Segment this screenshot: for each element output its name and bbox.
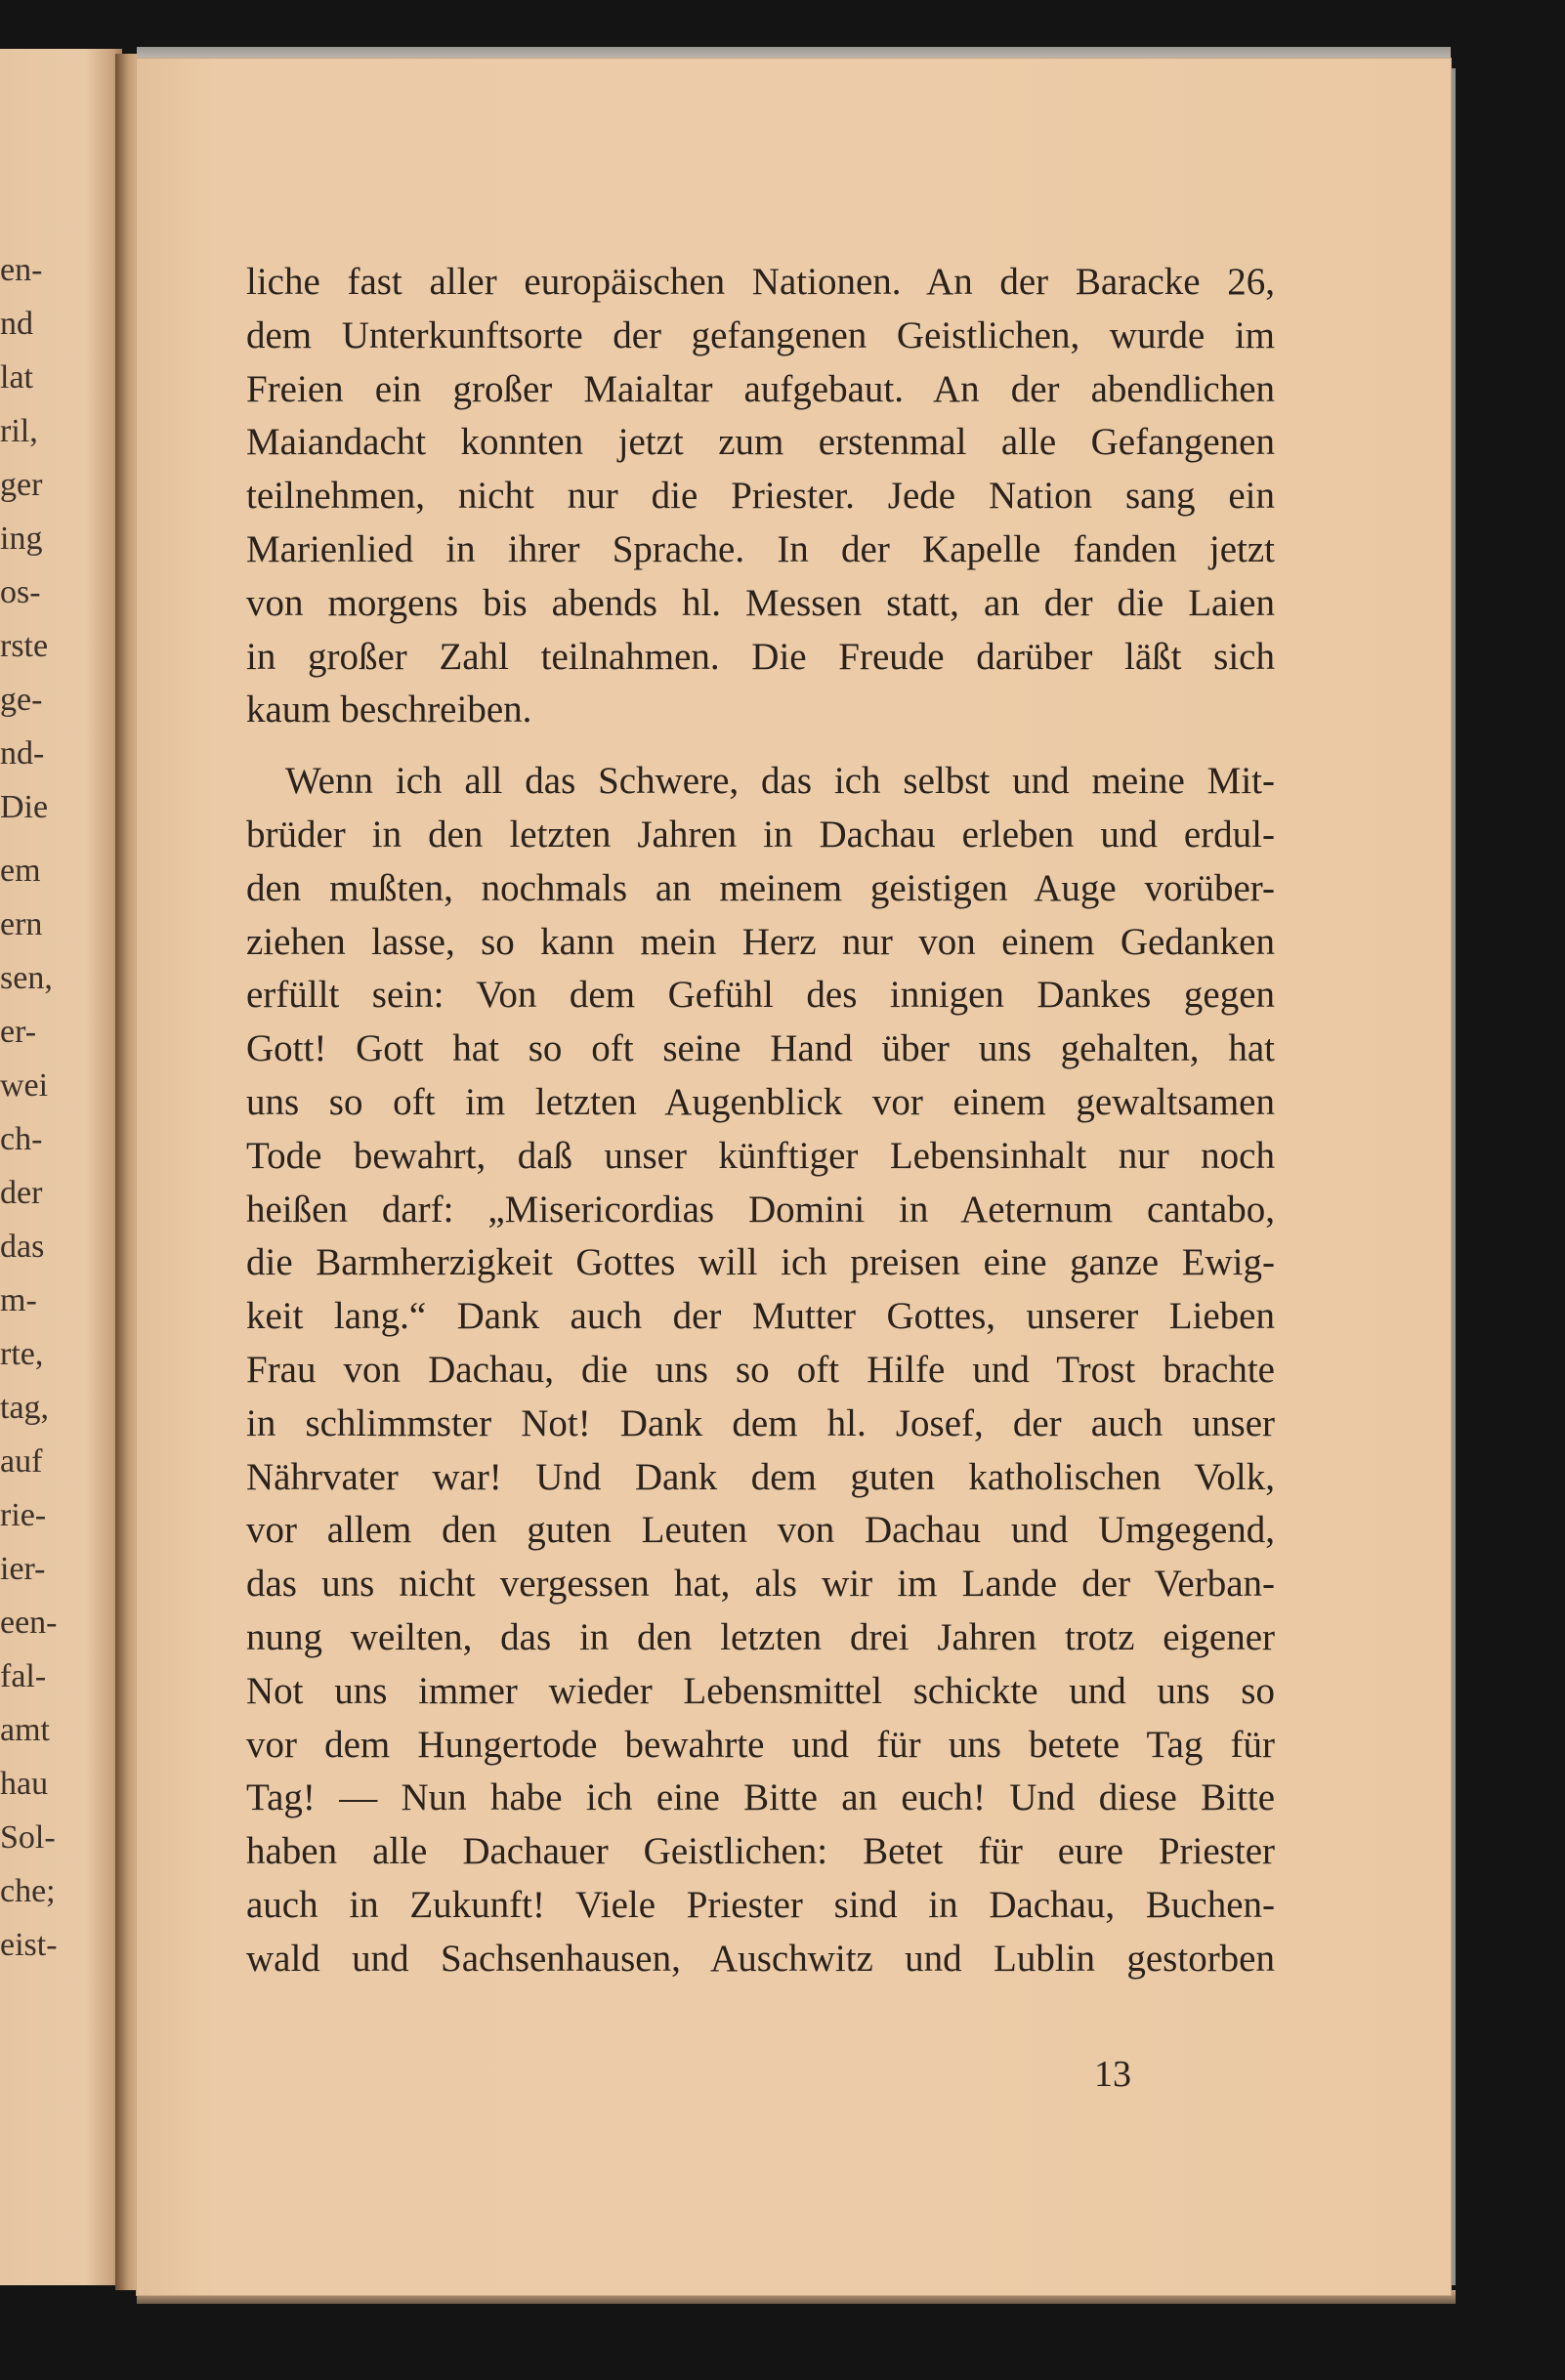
previous-page-fragment: een-	[0, 1605, 58, 1641]
body-text	[246, 256, 1275, 1986]
previous-page-fragment: sen,	[0, 960, 53, 996]
previous-page-fragment: ier-	[0, 1551, 46, 1587]
previous-page-fragment: ger	[0, 467, 43, 503]
previous-page-fragment: rste	[0, 628, 49, 664]
text-line: Gott! Gott hat so oft seine Hand über uns gehalten, hat	[246, 1027, 1275, 1070]
text-line: wald und Sachsenhausen, Auschwitz und Lublin gestorben	[246, 1937, 1275, 1980]
text-line: Frau von Dachau, die uns so oft Hilfe und Trost brachte	[246, 1348, 1275, 1391]
text-line: kaum beschreiben.	[246, 689, 532, 731]
text-line: haben alle Dachauer Geistlichen: Betet für eure Priester	[246, 1830, 1275, 1873]
text-line: Freien ein großer Maialtar aufgebaut. An der abendlichen	[246, 367, 1275, 410]
text-line: das uns nicht vergessen hat, als wir im Lande der Verban-	[246, 1563, 1275, 1606]
text-line: nung weilten, das in den letzten drei Jahren trotz eigener	[246, 1615, 1275, 1658]
previous-page-fragment: os-	[0, 574, 41, 610]
text-line: in großer Zahl teilnahmen. Die Freude darüber läßt sich	[246, 635, 1275, 678]
previous-page-fragment: rte,	[0, 1336, 44, 1372]
previous-page-fragment: ge-	[0, 682, 43, 718]
previous-page-fragment: eist-	[0, 1927, 58, 1963]
text-line: ziehen lasse, so kann mein Herz nur von einem Gedanken	[246, 920, 1275, 963]
previous-page-fragment: ril,	[0, 413, 38, 449]
previous-page-fragment: ch-	[0, 1121, 43, 1157]
text-line: vor allem den guten Leuten von Dachau und Umgegend,	[246, 1509, 1275, 1552]
text-line: Marienlied in ihrer Sprache. In der Kapelle fanden jetzt	[246, 527, 1275, 570]
previous-page-fragment: nd-	[0, 735, 45, 772]
text-line: keit lang.“ Dank auch der Mutter Gottes, unserer Lieben	[246, 1295, 1275, 1338]
previous-page-fragment: das	[0, 1229, 45, 1265]
previous-page-fragment: lat	[0, 359, 33, 396]
previous-page-fragment: fal-	[0, 1658, 47, 1694]
previous-page-fragment: em	[0, 853, 41, 889]
previous-page-fragment: en-	[0, 252, 43, 288]
previous-page-fragment: nd	[0, 306, 33, 342]
text-line: teilnehmen, nicht nur die Priester. Jede Nation sang ein	[246, 475, 1275, 518]
paragraph-2	[246, 755, 1275, 1985]
previous-page-fragment: der	[0, 1175, 43, 1211]
previous-page-fragment: Die	[0, 789, 49, 825]
previous-page-fragment: ing	[0, 521, 43, 557]
text-line: uns so oft im letzten Augenblick vor einem gewaltsamen	[246, 1080, 1275, 1123]
previous-page-fragment: che;	[0, 1873, 56, 1909]
text-line: liche fast aller europäischen Nationen. An der Baracke 26,	[246, 261, 1275, 303]
text-line: Not uns immer wieder Lebensmittel schickte und uns so	[246, 1669, 1275, 1712]
text-line: von morgens bis abends hl. Messen statt, an der die Laien	[246, 581, 1275, 624]
paragraph-1	[246, 256, 1275, 737]
paragraph-gap	[246, 737, 1275, 755]
previous-page-fragment: ern	[0, 906, 43, 942]
previous-page-fragment: amt	[0, 1712, 50, 1748]
previous-page-fragment: Sol-	[0, 1819, 56, 1856]
previous-page-fragment: hau	[0, 1766, 49, 1802]
text-line: den mußten, nochmals an meinem geistigen Auge vorüber-	[246, 866, 1275, 909]
text-line: in schlimmster Not! Dank dem hl. Josef, der auch unser	[246, 1401, 1275, 1444]
text-line: Maiandacht konnten jetzt zum erstenmal alle Gefangenen	[246, 421, 1275, 464]
previous-page	[0, 49, 122, 2285]
previous-page-fragment: wei	[0, 1067, 49, 1104]
previous-page-fragment: er-	[0, 1014, 37, 1050]
previous-page-fragment: auf	[0, 1443, 43, 1480]
text-line: vor dem Hungertode bewahrte und für uns betete Tag für	[246, 1723, 1275, 1766]
text-line: Nährvater war! Und Dank dem guten katholischen Volk,	[246, 1455, 1275, 1498]
text-line: die Barmherzigkeit Gottes will ich preisen eine ganze Ewig-	[246, 1241, 1275, 1284]
previous-page-fragment: rie-	[0, 1497, 47, 1533]
text-line: erfüllt sein: Von dem Gefühl des innigen Dankes gegen	[246, 974, 1275, 1017]
text-line: Tag! — Nun habe ich eine Bitte an euch! Und diese Bitte	[246, 1776, 1275, 1819]
text-line: heißen darf: „Misericordias Domini in Aeternum cantabo,	[246, 1188, 1275, 1231]
previous-page-fragment: m-	[0, 1282, 37, 1318]
text-line: auch in Zukunft! Viele Priester sind in Dachau, Buchen-	[246, 1883, 1275, 1926]
text-line: dem Unterkunftsorte der gefangenen Geistlichen, wurde im	[246, 313, 1275, 356]
text-line: Wenn ich all das Schwere, das ich selbst und meine Mit-	[285, 760, 1275, 803]
text-line: Tode bewahrt, daß unser künftiger Lebensinhalt nur noch	[246, 1134, 1275, 1177]
page-number: 13	[1094, 2054, 1131, 2095]
previous-page-fragment: tag,	[0, 1390, 50, 1426]
text-line: brüder in den letzten Jahren in Dachau erleben und erdul-	[246, 813, 1275, 856]
